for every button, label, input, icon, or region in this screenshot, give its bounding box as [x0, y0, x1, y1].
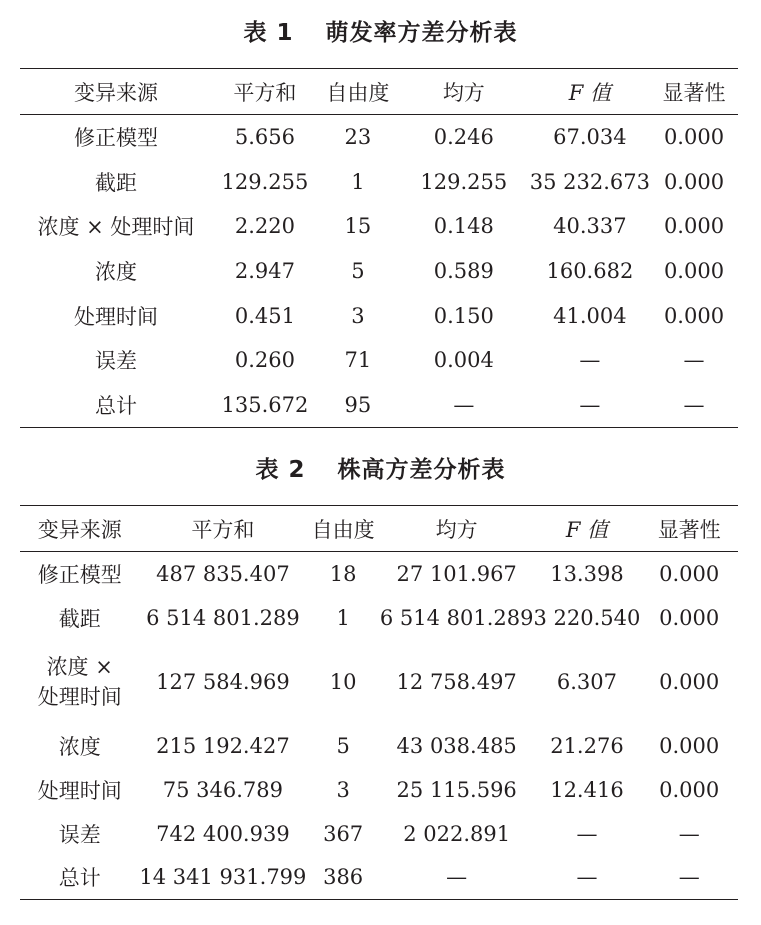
table-cell: 0.000: [659, 777, 720, 802]
table-cell: 12 758.497: [396, 669, 517, 694]
table-cell: —: [453, 392, 475, 417]
table-cell: 0.000: [663, 303, 725, 328]
table-row: [20, 249, 738, 294]
table-cell: 367: [323, 821, 364, 846]
table2-header-sig: 显著性: [657, 517, 721, 542]
table-cell: 1: [336, 605, 350, 630]
table-cell: 215 192.427: [156, 733, 290, 758]
table1: [20, 68, 738, 428]
table1-caption: [0, 14, 761, 47]
table2-header-row: [20, 506, 738, 552]
table-cell: 修正模型: [37, 562, 122, 587]
table-cell: 15: [344, 214, 372, 239]
table-cell: 0.451: [234, 303, 295, 328]
table-cell: 43 038.485: [396, 733, 517, 758]
table-cell: 0.150: [433, 303, 494, 328]
table-row: [20, 293, 738, 338]
table-cell: 13.398: [550, 561, 624, 586]
table-row: [20, 856, 738, 900]
table-row: [20, 640, 738, 724]
table-cell: 2.947: [234, 258, 295, 283]
table-cell: 742 400.939: [156, 821, 290, 846]
table2-header-source: 变异来源: [37, 517, 122, 542]
table-cell: 3 220.540: [533, 605, 641, 630]
table-cell: 0.000: [659, 561, 720, 586]
table-cell: 40.337: [553, 214, 627, 239]
table-cell: —: [579, 392, 601, 417]
table1-header-row: [20, 69, 738, 115]
table-cell: 0.004: [433, 348, 494, 373]
table-cell: 0.000: [659, 605, 720, 630]
table-cell: 135.672: [221, 392, 309, 417]
table1-header-ms: 均方: [442, 80, 485, 105]
table2-label: 表 2: [255, 457, 306, 483]
table1-label: 表 1: [243, 20, 294, 46]
table-row: [20, 383, 738, 428]
table-cell: —: [678, 821, 700, 846]
table-cell: 14 341 931.799: [139, 865, 307, 890]
table-cell: 截距: [94, 170, 137, 195]
table-cell: 5: [336, 733, 350, 758]
table-cell: 截距: [58, 606, 101, 631]
table-cell: 0.000: [663, 169, 725, 194]
table2-caption: [0, 451, 761, 484]
table-cell: —: [579, 348, 601, 373]
table-cell: 487 835.407: [156, 561, 290, 586]
table-cell: 浓度: [94, 259, 137, 284]
table-cell: 总计: [94, 393, 137, 418]
table-cell: 浓度 × 处理时间: [37, 654, 122, 709]
table-row: [20, 596, 738, 640]
table-cell: 0.000: [663, 214, 725, 239]
table-row: [20, 724, 738, 768]
table-row: [20, 552, 738, 596]
table-cell: —: [446, 865, 468, 890]
table-cell: 129.255: [420, 169, 508, 194]
table-cell: 6 514 801.289: [379, 605, 534, 630]
table-cell: 处理时间: [37, 778, 122, 803]
table-cell: 27 101.967: [396, 561, 517, 586]
table-row: [20, 812, 738, 856]
table-row: [20, 204, 738, 249]
table-cell: 35 232.673: [529, 169, 651, 194]
table2-header-df: 自由度: [311, 517, 375, 542]
table1-header-ss: 平方和: [233, 80, 297, 105]
table-cell: 5.656: [234, 125, 295, 150]
table-cell: 67.034: [553, 125, 627, 150]
table-cell: 修正模型: [73, 126, 158, 151]
table-cell: 3: [351, 303, 365, 328]
table1-title: 萌发率方差分析表: [325, 20, 518, 46]
table-cell: 5: [351, 258, 365, 283]
table-cell: 浓度: [58, 734, 101, 759]
table-cell: 2.220: [234, 214, 295, 239]
table-cell: 10: [329, 669, 357, 694]
table-cell: 1: [351, 169, 365, 194]
table-cell: 0.000: [663, 258, 725, 283]
table-cell: 25 115.596: [396, 777, 517, 802]
table-cell: 386: [323, 865, 364, 890]
table-cell: 误差: [94, 349, 137, 374]
table-row: [20, 338, 738, 383]
table1-header-f: F 值: [568, 80, 612, 105]
table2-title: 株高方差分析表: [337, 457, 506, 483]
table-cell: —: [683, 392, 705, 417]
table-cell: 3: [336, 777, 350, 802]
table-cell: 0.246: [433, 125, 494, 150]
table2-header-ms: 均方: [435, 517, 478, 542]
table-row: [20, 768, 738, 812]
table-cell: 0.260: [234, 348, 295, 373]
table2: [20, 505, 738, 900]
table-cell: 6 514 801.289: [146, 605, 300, 630]
table-cell: 0.000: [663, 125, 725, 150]
table-cell: 6.307: [556, 669, 617, 694]
table-cell: 41.004: [553, 303, 627, 328]
table-cell: 0.000: [659, 733, 720, 758]
table-cell: 0.000: [659, 669, 720, 694]
table-cell: 误差: [58, 822, 101, 847]
table-cell: 160.682: [546, 258, 634, 283]
table-cell: 21.276: [550, 733, 624, 758]
table-cell: 0.589: [433, 258, 494, 283]
table-cell: 浓度 × 处理时间: [37, 215, 195, 240]
table1-header-source: 变异来源: [73, 80, 158, 105]
table-cell: 129.255: [221, 169, 309, 194]
table-cell: 12.416: [550, 777, 624, 802]
table-cell: 75 346.789: [162, 777, 284, 802]
table-cell: —: [576, 821, 598, 846]
table-cell: 95: [344, 392, 372, 417]
table-cell: 2 022.891: [403, 821, 511, 846]
table-cell: 127 584.969: [156, 669, 290, 694]
table1-header-df: 自由度: [326, 80, 390, 105]
table-cell: 处理时间: [73, 304, 158, 329]
table-cell: —: [576, 865, 598, 890]
table2-header-ss: 平方和: [191, 517, 255, 542]
table-cell: 0.148: [433, 214, 494, 239]
table-cell: —: [683, 348, 705, 373]
table-cell: —: [678, 865, 700, 890]
table2-header-f: F 值: [565, 517, 609, 542]
table-cell: 23: [344, 125, 372, 150]
table-row: [20, 159, 738, 204]
table-cell: 71: [344, 348, 372, 373]
table-cell: 总计: [58, 866, 101, 891]
table1-header-sig: 显著性: [662, 80, 726, 105]
table-row: [20, 115, 738, 160]
table-cell: 18: [329, 561, 357, 586]
